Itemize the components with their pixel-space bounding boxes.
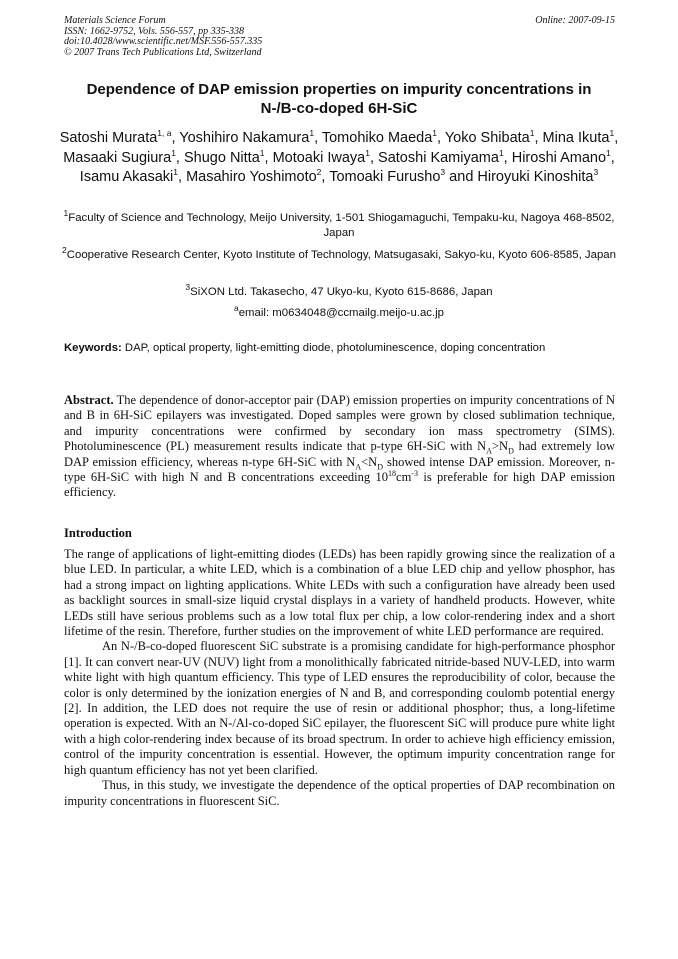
author-name: Satoshi Murata xyxy=(59,130,158,146)
author-affiliation-mark: 1 xyxy=(606,147,611,158)
keywords-label: Keywords: xyxy=(64,342,122,354)
author-separator: , xyxy=(369,149,379,166)
author-name: Satoshi Kamiyama xyxy=(378,149,499,166)
affiliation-text: Faculty of Science and Technology, Meijo University, 1-501 Shiogamaguchi, Tempaku-ku, Nagoya 468-8502, Japan xyxy=(68,212,615,239)
author-name: Yoshihiro Nakamura xyxy=(179,130,310,146)
copyright-line: © 2007 Trans Tech Publications Ltd, Switzerland xyxy=(64,46,262,58)
affiliation-mark: 3 xyxy=(185,282,191,293)
title-line-1: Dependence of DAP emission properties on impurity concentrations in xyxy=(86,81,592,98)
author-affiliation-mark: 1 xyxy=(529,128,535,139)
author-separator: , xyxy=(610,149,615,166)
author-separator: , xyxy=(503,149,512,166)
subscript-d: D xyxy=(377,462,383,472)
journal-header xyxy=(64,16,615,58)
author-affiliation-mark: 3 xyxy=(593,167,599,178)
email-text: email: m0634048@ccmailg.meijo-u.ac.jp xyxy=(238,307,445,319)
abstract-text: had extremely low DAP emission efficiency, whereas n-type 6H-SiC with N xyxy=(64,439,615,469)
author-separator: , xyxy=(314,130,322,146)
author-name: Motoaki Iwaya xyxy=(272,149,366,166)
author-separator: , xyxy=(534,130,543,146)
online-date: Online: 2007-09-15 xyxy=(535,15,615,26)
abstract xyxy=(64,393,615,501)
affiliation-2 xyxy=(52,245,626,263)
abstract-text: >N xyxy=(491,439,509,454)
affiliation-mark: 1 xyxy=(63,208,69,219)
author-name: Masaaki Sugiura xyxy=(63,149,172,166)
author-separator: , xyxy=(178,169,187,186)
author-affiliation-mark: 1 xyxy=(432,128,438,139)
affiliation-1 xyxy=(52,208,626,240)
author-name: Shugo Nitta xyxy=(183,149,260,166)
intro-paragraph-3: Thus, in this study, we investigate the dependence of the optical properties of DAP recombination on impurity concentrations in fluorescent SiC. xyxy=(64,778,615,808)
abstract-label: Abstract. xyxy=(64,393,114,407)
affiliation-mark: 2 xyxy=(62,245,67,256)
author-name: Tomoaki Furusho xyxy=(329,169,441,186)
section-heading-introduction: Introduction xyxy=(64,526,132,540)
author-affiliation-mark: 1, a xyxy=(157,128,172,139)
author-name: Hiroshi Amano xyxy=(511,149,607,166)
author-separator: and xyxy=(445,169,478,186)
subscript-d: D xyxy=(508,446,514,456)
intro-paragraph-2: An N-/B-co-doped fluorescent SiC substrate is a promising candidate for high-performance phosphor [1]. It can convert near-UV (NUV) light from a monolithically fabricated nitride-based NUV-LED, into warm white light with high quantum efficiency. This type of LED ensures the reproducibility of color, because the color is only determined by the ionization energies of N and B, and corresponding coulomb potential energy [2]. In addition, the LED does not require the use of resin or additional phosphor; thus, a long-lifetime operation is expected. With an N-/Al-co-doped SiC epilayer, the fluorescent SiC will produce pure white light with a high color-rendering index because of its broad spectrum. In order to achieve high efficiency emission, control of the impurity concentration is essential. However, the optimum impurity concentration range for high quantum efficiency has not yet been clarified. xyxy=(64,639,615,777)
author-affiliation-mark: 1 xyxy=(173,167,179,178)
author-affiliation-mark: 1 xyxy=(498,147,504,158)
author-name: Isamu Akasaki xyxy=(79,169,174,186)
introduction-body xyxy=(64,547,615,809)
author-affiliation-mark: 1 xyxy=(171,147,176,158)
author-affiliation-mark: 1 xyxy=(609,128,615,139)
keywords xyxy=(64,341,624,355)
author-affiliation-mark: 1 xyxy=(309,128,315,139)
keywords-text: DAP, optical property, light-emitting diode, photoluminescence, doping concentration xyxy=(121,342,546,354)
corresponding-email xyxy=(52,303,626,321)
author-affiliation-mark: 2 xyxy=(316,167,322,178)
author-separator: , xyxy=(264,149,273,166)
abstract-text: is preferable for high DAP emission efficiency. xyxy=(64,470,615,500)
superscript-18: 18 xyxy=(388,468,397,478)
author-affiliation-mark: 1 xyxy=(365,147,370,158)
author-name: Hiroyuki Kinoshita xyxy=(477,169,594,186)
abstract-text: cm xyxy=(396,470,412,485)
affiliation-mark: a xyxy=(233,303,239,314)
author-affiliation-mark: 1 xyxy=(259,147,265,158)
author-separator: , xyxy=(437,130,445,146)
superscript-minus-3: -3 xyxy=(411,468,418,478)
journal-name: Materials Science Forum xyxy=(64,15,166,26)
author-name: Yoko Shibata xyxy=(444,130,530,146)
author-separator: , xyxy=(321,169,330,186)
paper-title xyxy=(40,80,638,118)
doi-line: doi:10.4028/www.scientific.net/MSF.556-557.335 xyxy=(64,36,263,47)
subscript-a: A xyxy=(355,462,362,472)
abstract-text: The dependence of donor-acceptor pair (DAP) emission properties on impurity concentrations of N and B in 6H-SiC epilayers was investigated. Doped samples were grown by closed sublimation technique, and impurity concentrations were confirmed by secondary ion mass spectrometry (SIMS). Photoluminescence (PL) measurement results indicate that p-type 6H-SiC with N xyxy=(64,393,615,454)
author-list xyxy=(52,129,626,188)
author-name: Tomohiko Maeda xyxy=(321,130,433,146)
affiliation-text: Cooperative Research Center, Kyoto Institute of Technology, Matsugasaki, Sakyo-ku, Kyoto 606-8585, Japan xyxy=(66,249,616,261)
author-separator: , xyxy=(614,130,619,146)
subscript-a: A xyxy=(486,446,492,456)
intro-paragraph-1: The range of applications of light-emitting diodes (LEDs) has been rapidly growing since the realization of a blue LED. In particular, a white LED, which is a combination of a blue LED chip and yellow phosphor, has had a strong impact on lighting applications. White LEDs with such a configuration have already been used as backlight sources in small-size liquid crystal displays in a variety of handheld products. However, white LEDs still have serious problems such as a low total flux per chip, a low color-rendering index and a short lifetime of the resin. Therefore, further studies on the improvement of white LED performance are required. xyxy=(64,547,615,639)
abstract-text: showed intense DAP emission. Moreover, n-type 6H-SiC with high N and B concentrations exceeding 10 xyxy=(64,454,615,485)
author-name: Mina Ikuta xyxy=(542,130,610,146)
abstract-text: <N xyxy=(361,454,378,469)
author-name: Masahiro Yoshimoto xyxy=(186,169,317,186)
author-separator: , xyxy=(175,149,184,166)
affiliation-3 xyxy=(52,282,626,300)
author-affiliation-mark: 3 xyxy=(440,167,446,178)
author-separator: , xyxy=(171,130,180,146)
affiliation-text: SiXON Ltd. Takasecho, 47 Ukyo-ku, Kyoto 615-8686, Japan xyxy=(190,286,493,298)
title-line-2: N-/B-co-doped 6H-SiC xyxy=(260,100,418,117)
issn-line: ISSN: 1662-9752, Vols. 556-557, pp 335-338 xyxy=(64,25,244,37)
